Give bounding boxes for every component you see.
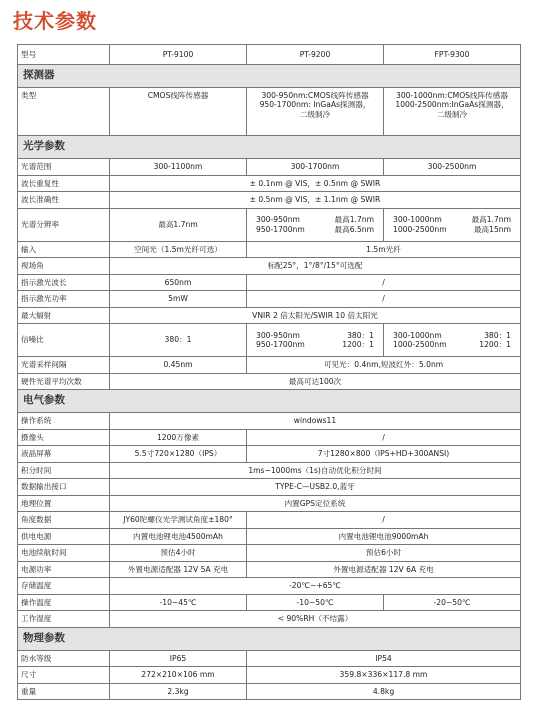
- row-label: 指示激光功率: [18, 291, 110, 308]
- cell-value: 外置电源适配器 12V 6A 充电: [247, 561, 521, 578]
- cell-val: 380：1: [347, 330, 374, 340]
- cell-key: 950-1700nm: [256, 340, 305, 349]
- cell-value: 5.5寸720×1280（IPS）: [110, 446, 247, 463]
- section-detector: [18, 65, 521, 88]
- cell-pair: [387, 225, 517, 234]
- row-label: 防水等级: [18, 650, 110, 667]
- row-label: 信噪比: [18, 324, 110, 357]
- cell-value: 外置电源适配器 12V 5A 充电: [110, 561, 247, 578]
- table-row: [18, 611, 521, 628]
- cell-value: [247, 88, 384, 136]
- cell-value: windows11: [110, 413, 521, 430]
- table-row: [18, 578, 521, 595]
- section-optical: [18, 136, 521, 159]
- cell-value: JY60陀螺仪光学测试角度±180°: [110, 512, 247, 529]
- table-row: [18, 324, 521, 357]
- cell-value: CMOS线阵传感器: [110, 88, 247, 136]
- section-physical: [18, 627, 521, 650]
- row-label: 重量: [18, 683, 110, 700]
- cell-line: 950-1700nm: InGaAs探测器，: [259, 100, 371, 110]
- cell-value: 可见光：0.4nm,短波红外：5.0nm: [247, 357, 521, 374]
- cell-value: 300-1700nm: [247, 159, 384, 176]
- section-title: 探测器: [18, 65, 521, 88]
- cell-val: 1200：1: [342, 340, 374, 349]
- row-label: 地理位置: [18, 495, 110, 512]
- cell-pair: [387, 215, 517, 224]
- row-label: 液晶屏幕: [18, 446, 110, 463]
- model-pt-9100: PT-9100: [110, 45, 247, 65]
- row-label: 波长准确性: [18, 192, 110, 209]
- cell-value: ± 0.5nm @ VIS，± 1.1nm @ SWIR: [110, 192, 521, 209]
- cell-value: 359.8×336×117.8 mm: [247, 667, 521, 684]
- cell-value: [247, 324, 384, 357]
- row-label: 摄像头: [18, 429, 110, 446]
- row-label: 指示激光波长: [18, 274, 110, 291]
- cell-key: 300-1000nm: [393, 330, 442, 340]
- cell-line: 二级制冷: [436, 109, 468, 119]
- table-row: [18, 429, 521, 446]
- cell-pair: [387, 331, 517, 340]
- cell-key: 1000-2500nm: [393, 340, 447, 349]
- cell-line: 300-950nm:CMOS线阵传感器: [261, 91, 369, 100]
- cell-value: [384, 324, 521, 357]
- table-row: [18, 594, 521, 611]
- cell-pair: [250, 225, 380, 234]
- cell-value: IP54: [247, 650, 521, 667]
- cell-pair: [250, 331, 380, 340]
- cell-value: 7寸1280×800（IPS+HD+300ANSI): [247, 446, 521, 463]
- cell-value: 预估6小时: [247, 545, 521, 562]
- cell-key: 300-1000nm: [393, 215, 442, 225]
- row-label: 积分时间: [18, 462, 110, 479]
- section-title: 物理参数: [18, 627, 521, 650]
- cell-value: < 90%RH（不结露）: [110, 611, 521, 628]
- cell-line: 300-1000nm:CMOS线阵传感器: [396, 91, 508, 100]
- cell-value: 内置电池锂电池9000mAh: [247, 528, 521, 545]
- section-title: 电气参数: [18, 390, 521, 413]
- page-title: 技术参数: [13, 9, 97, 33]
- cell-line: 1000-2500nm:InGaAs探测器，: [395, 100, 509, 110]
- table-row: [18, 683, 521, 700]
- table-row: [18, 512, 521, 529]
- table-row: [18, 446, 521, 463]
- cell-value: /: [247, 291, 521, 308]
- cell-value: [247, 208, 384, 241]
- table-row: [18, 479, 521, 496]
- cell-value: -20℃~+65℃: [110, 578, 521, 595]
- cell-value: 内置GPS定位系统: [110, 495, 521, 512]
- table-row: [18, 159, 521, 176]
- cell-val: 380：1: [484, 330, 511, 340]
- table-row: [18, 291, 521, 308]
- cell-line: 二级制冷: [299, 109, 331, 119]
- table-row: [18, 650, 521, 667]
- row-label: 角度数据: [18, 512, 110, 529]
- table-row: [18, 208, 521, 241]
- table-row: [18, 241, 521, 258]
- cell-value: /: [247, 512, 521, 529]
- cell-value: 空间光（1.5m光纤可选）: [110, 241, 247, 258]
- cell-pair: [250, 340, 380, 349]
- row-label: 视场角: [18, 258, 110, 275]
- row-label: 数据输出接口: [18, 479, 110, 496]
- cell-value: -10~50℃: [247, 594, 384, 611]
- table-row: [18, 258, 521, 275]
- row-label: 波长重复性: [18, 175, 110, 192]
- cell-val: 最高15nm: [473, 224, 511, 234]
- table-row: [18, 357, 521, 374]
- cell-value: VNIR 2 倍太阳光/SWIR 10 倍太阳光: [110, 307, 521, 324]
- row-label: 操作系统: [18, 413, 110, 430]
- cell-value: ± 0.1nm @ VIS，± 0.5nm @ SWIR: [110, 175, 521, 192]
- table-row: [18, 373, 521, 390]
- cell-value: -10~45℃: [110, 594, 247, 611]
- cell-value: IP65: [110, 650, 247, 667]
- row-label: 类型: [18, 88, 110, 136]
- row-label: 光谱范围: [18, 159, 110, 176]
- table-row: [18, 413, 521, 430]
- cell-value: 1200万像素: [110, 429, 247, 446]
- cell-pair: [387, 340, 517, 349]
- table-row: [18, 528, 521, 545]
- row-label: 输入: [18, 241, 110, 258]
- table-row: [18, 462, 521, 479]
- cell-value: 1.5m光纤: [247, 241, 521, 258]
- section-electrical: [18, 390, 521, 413]
- model-header-row: [18, 45, 521, 65]
- cell-value: [384, 208, 521, 241]
- table-row: [18, 545, 521, 562]
- table-row: [18, 274, 521, 291]
- model-pt-9200: PT-9200: [247, 45, 384, 65]
- spec-table: [17, 44, 521, 700]
- cell-value: 1ms~1000ms（1s)自动优化积分时间: [110, 462, 521, 479]
- cell-value: [384, 88, 521, 136]
- row-label: 电池续航时间: [18, 545, 110, 562]
- cell-value: 4.8kg: [247, 683, 521, 700]
- row-label: 光谱采样间隔: [18, 357, 110, 374]
- row-label: 供电电源: [18, 528, 110, 545]
- row-label: 操作温度: [18, 594, 110, 611]
- cell-value: 0.45nm: [110, 357, 247, 374]
- cell-value: 380：1: [110, 324, 247, 357]
- table-row: [18, 307, 521, 324]
- section-title: 光学参数: [18, 136, 521, 159]
- cell-key: 950-1700nm: [256, 224, 305, 234]
- cell-value: 标配25°，1°/8°/15°可选配: [110, 258, 521, 275]
- row-label: 硬件光谱平均次数: [18, 373, 110, 390]
- cell-value: 最高可达100次: [110, 373, 521, 390]
- table-row: [18, 192, 521, 209]
- cell-value: 300-1100nm: [110, 159, 247, 176]
- cell-value: 272×210×106 mm: [110, 667, 247, 684]
- cell-val: 1200：1: [479, 340, 511, 349]
- row-label: 电源功率: [18, 561, 110, 578]
- cell-key: 1000-2500nm: [393, 224, 447, 234]
- model-label: 型号: [18, 45, 110, 65]
- row-label: 最大辐射: [18, 307, 110, 324]
- row-label: 尺寸: [18, 667, 110, 684]
- cell-val: 最高6.5nm: [334, 224, 374, 234]
- cell-value: TYPE-C—USB2.0,蓝牙: [110, 479, 521, 496]
- cell-val: 最高1.7nm: [471, 215, 511, 225]
- table-row: [18, 495, 521, 512]
- row-label: 存储温度: [18, 578, 110, 595]
- cell-value: /: [247, 429, 521, 446]
- table-row: [18, 667, 521, 684]
- cell-key: 300-950nm: [256, 215, 300, 225]
- cell-value: 内置电池锂电池4500mAh: [110, 528, 247, 545]
- cell-value: 650nm: [110, 274, 247, 291]
- model-fpt-9300: FPT-9300: [384, 45, 521, 65]
- cell-pair: [250, 215, 380, 224]
- cell-value: /: [247, 274, 521, 291]
- cell-value: 5mW: [110, 291, 247, 308]
- cell-val: 最高1.7nm: [334, 215, 374, 225]
- cell-value: 预估4小时: [110, 545, 247, 562]
- table-row: [18, 561, 521, 578]
- row-label: 光谱分辨率: [18, 208, 110, 241]
- table-row: [18, 88, 521, 136]
- cell-value: 2.3kg: [110, 683, 247, 700]
- cell-value: 300-2500nm: [384, 159, 521, 176]
- row-label: 工作湿度: [18, 611, 110, 628]
- cell-key: 300-950nm: [256, 330, 300, 340]
- cell-value: 最高1.7nm: [110, 208, 247, 241]
- cell-value: -20~50℃: [384, 594, 521, 611]
- table-row: [18, 175, 521, 192]
